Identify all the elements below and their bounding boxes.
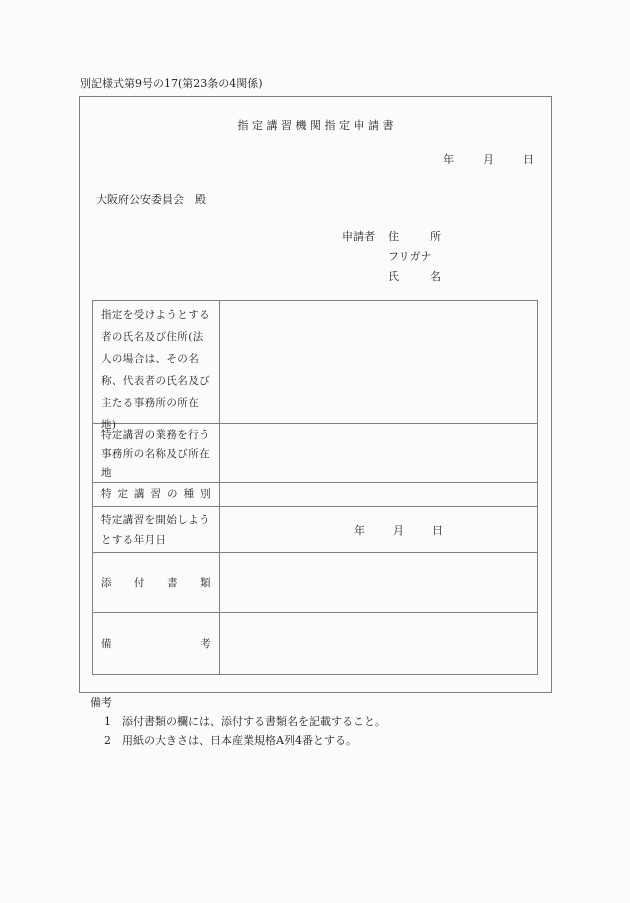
header-date-line <box>443 151 534 167</box>
note-number: 1 <box>104 715 111 728</box>
footer-notes <box>90 693 386 750</box>
applicant-block <box>342 227 441 287</box>
table-row-start-date <box>93 507 537 553</box>
table-row-course-type <box>93 483 537 507</box>
header-date-year: 年 <box>443 153 454 166</box>
start-date-line <box>220 507 537 552</box>
table-row-remarks <box>93 613 537 674</box>
spacer <box>342 247 388 267</box>
applicant-furigana-label: フリガナ <box>388 250 432 263</box>
table-row-attachments <box>93 553 537 613</box>
table-row-designee <box>93 301 537 431</box>
row-value-empty <box>220 553 537 612</box>
row-label: 特定講習の業務を行う事務所の名称及び所在地 <box>93 424 220 482</box>
spacer <box>342 267 388 287</box>
row-label-wrap <box>93 613 220 674</box>
row-value-empty <box>220 301 537 423</box>
applicant-address-line <box>342 227 441 247</box>
row-label-wrap <box>93 553 220 612</box>
row-value-date <box>220 507 537 552</box>
row-label: 特定講習を開始しようとする年月日 <box>93 507 220 552</box>
applicant-label: 申請者 <box>342 230 375 243</box>
note-number: 2 <box>104 734 111 747</box>
applicant-address-label: 住 所 <box>388 230 441 243</box>
form-title: 指 定 講 習 機 関 指 定 申 請 書 <box>237 119 394 132</box>
row-value-empty <box>220 613 537 674</box>
addressee: 大阪府公安委員会 殿 <box>96 193 206 206</box>
row-label: 指定を受けようとする者の氏名及び住所(法人の場合は、その名称、代表者の氏名及び主たる事務所の所在地) <box>93 301 220 423</box>
row-value-empty <box>220 483 537 506</box>
note-text: 添付書類の欄には、添付する書類名を記載すること。 <box>122 715 386 728</box>
applicant-name-line <box>342 267 441 287</box>
start-date-day: 日 <box>432 523 443 537</box>
row-label: 特 定 講 習 の 種 別 <box>93 483 220 506</box>
row-value-empty <box>220 424 537 482</box>
start-date-month: 月 <box>393 523 404 537</box>
note-text: 用紙の大きさは、日本産業規格A列4番とする。 <box>122 734 357 747</box>
notes-heading: 備考 <box>90 696 112 709</box>
header-date-month: 月 <box>483 153 494 166</box>
form-table <box>92 300 538 675</box>
table-row-office <box>93 424 537 483</box>
note-item <box>104 731 386 750</box>
note-item <box>104 712 386 731</box>
start-date-year: 年 <box>354 523 365 537</box>
row-label: 備 考 <box>101 638 211 650</box>
header-date-day: 日 <box>523 153 534 166</box>
applicant-furigana-line <box>342 247 441 267</box>
form-number: 別記様式第9号の17(第23条の4関係) <box>80 77 263 90</box>
row-label: 添 付 書 類 <box>101 577 211 589</box>
applicant-name-label: 氏 名 <box>388 270 441 283</box>
